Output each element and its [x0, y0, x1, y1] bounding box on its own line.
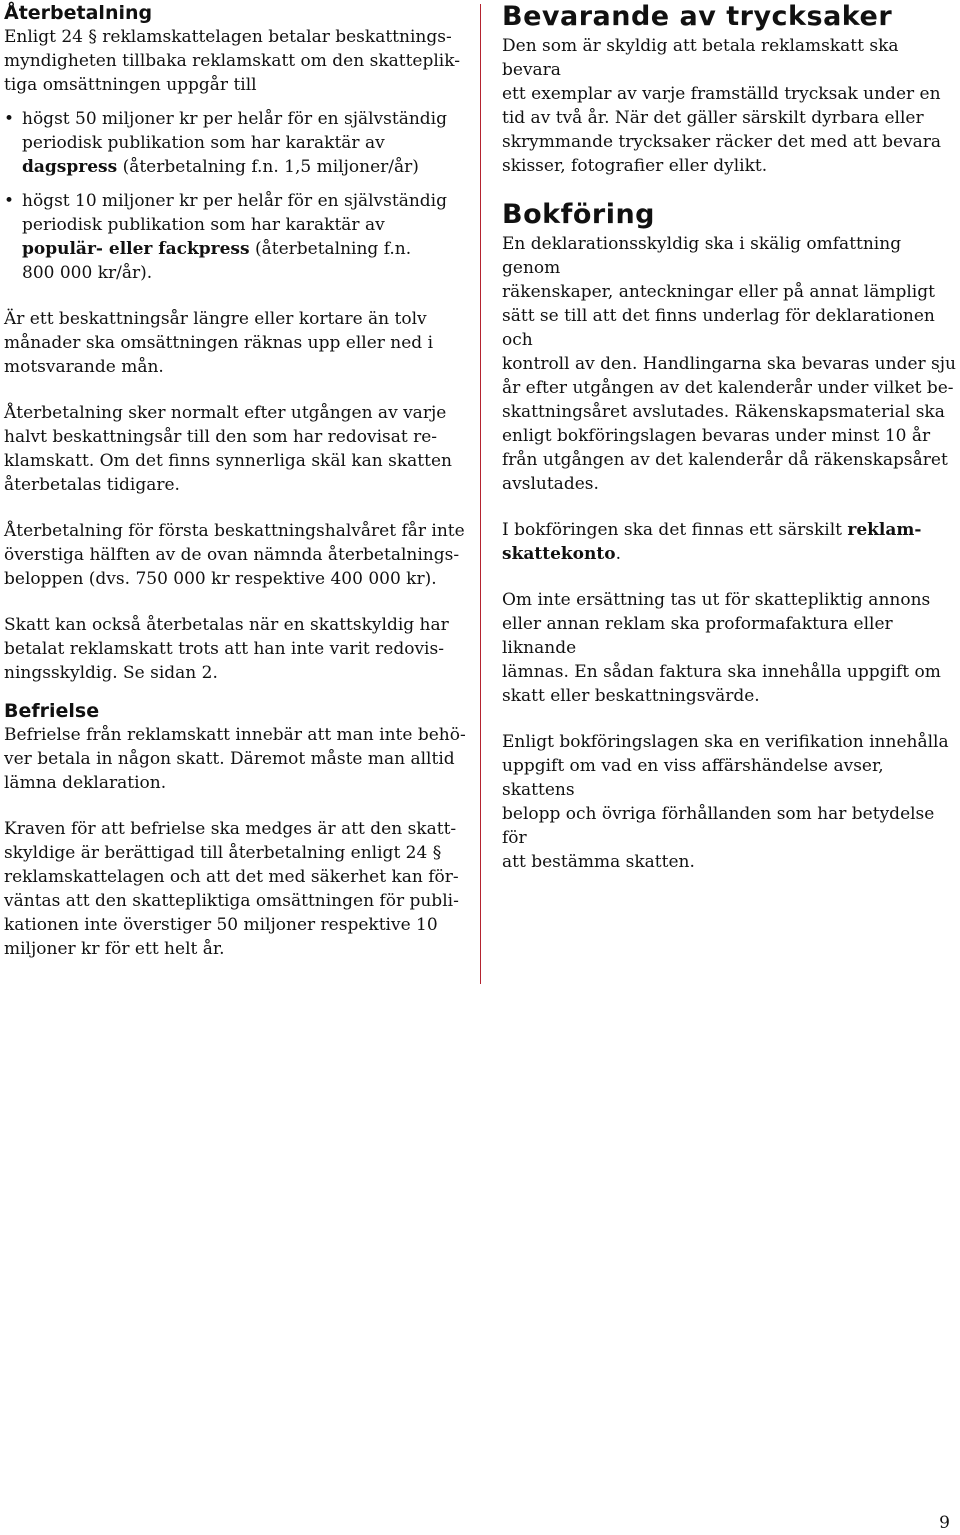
left-column	[4, 0, 468, 961]
heading-bevarande: Bevarande av trycksaker	[502, 1, 893, 32]
heading-befrielse: Befrielse	[4, 700, 100, 722]
paragraph-befrielse: Befrielse från reklamskatt innebär att man inte behö- ver betala in någon skatt. Däremot måste man alltid lämna deklaration.	[4, 725, 466, 793]
paragraph-beskattningsar: Är ett beskattningsår längre eller kortare än tolv månader ska omsättningen räknas upp eller ned i motsvarande mån.	[4, 309, 434, 377]
paragraph-bokforing: En deklarationsskyldig ska i skälig omfattning genom räkenskaper, anteckningar eller på annat lämpligt sätt se till att det finns underlag för deklarationen och kontroll av den. Handlingarna ska bevaras under sju år efter utgången av det kalenderår under vilket be- skattningsåret avslutades. Räkenskapsmaterial ska enligt bokföringslagen bevaras under minst 10 år från utgången av det kalenderår då räkenskapsåret avslutades.	[502, 234, 956, 494]
paragraph-forsta-halvaret: Återbetalning för första beskattningshalvåret får inte överstiga hälften av de ovan nämnda återbetalnings- beloppen (dvs. 750 000 kr respektive 400 000 kr).	[4, 521, 465, 589]
paragraph-ersattning: Om inte ersättning tas ut för skattepliktig annons eller annan reklam ska proformafaktura eller liknande lämnas. En sådan faktura ska innehålla uppgift om skatt eller beskattningsvärde.	[502, 590, 941, 706]
paragraph-normalt: Återbetalning sker normalt efter utgången av varje halvt beskattningsår till den som har redovisat re- klamskatt. Om det finns synnerliga skäl kan skatten återbetalas tidigare.	[4, 403, 452, 495]
paragraph-aterbetalas: Skatt kan också återbetalas när en skattskyldig har betalat reklamskatt trots att han inte varit redovis- ningsskyldig. Se sidan 2.	[4, 615, 449, 683]
bullet-icon: •	[4, 191, 15, 211]
list-item: • högst 50 miljoner kr per helår för en självständig periodisk publikation som har karaktär av dagspress (återbetalning f.n. 1,5 miljoner/år)	[4, 109, 447, 177]
bullet-icon: •	[4, 109, 15, 129]
column-divider	[480, 4, 481, 984]
heading-bokforing: Bokföring	[502, 199, 655, 230]
right-column	[502, 0, 958, 874]
paragraph-bevarande: Den som är skyldig att betala reklamskatt ska bevara ett exemplar av varje framställd trycksak under en tid av två år. När det gäller särskilt dyrbara eller skrymmande trycksaker räcker det med att bevara skisser, fotografier eller dylikt.	[502, 36, 942, 176]
paragraph-reklamskattekonto: I bokföringen ska det finnas ett särskilt reklam- skattekonto.	[502, 520, 922, 564]
heading-aterbetalning: Återbetalning	[4, 2, 153, 24]
paragraph-kraven: Kraven för att befrielse ska medges är att den skatt- skyldige är berättigad till återbetalning enligt 24 § reklamskattelagen och att det med säkerhet kan för- väntas att den skattepliktiga omsättningen för publi- kationen inte överstiger 50 miljoner respektive 10 miljoner kr för ett helt år.	[4, 819, 459, 959]
paragraph-verifikation: Enligt bokföringslagen ska en verifikation innehålla uppgift om vad en viss affärshändelse avser, skattens belopp och övriga förhållanden som har betydelse för att bestämma skatten.	[502, 732, 949, 872]
list-item: • högst 10 miljoner kr per helår för en självständig periodisk publikation som har karaktär av populär- eller fackpress (återbetalning f.n. 800 000 kr/år).	[4, 191, 447, 283]
intro-paragraph: Enligt 24 § reklamskattelagen betalar beskattnings- myndigheten tillbaka reklamskatt om den skatteplik- tiga omsättningen uppgår till	[4, 27, 460, 95]
bullet-list	[4, 107, 468, 285]
page-number: 9	[939, 1513, 950, 1533]
